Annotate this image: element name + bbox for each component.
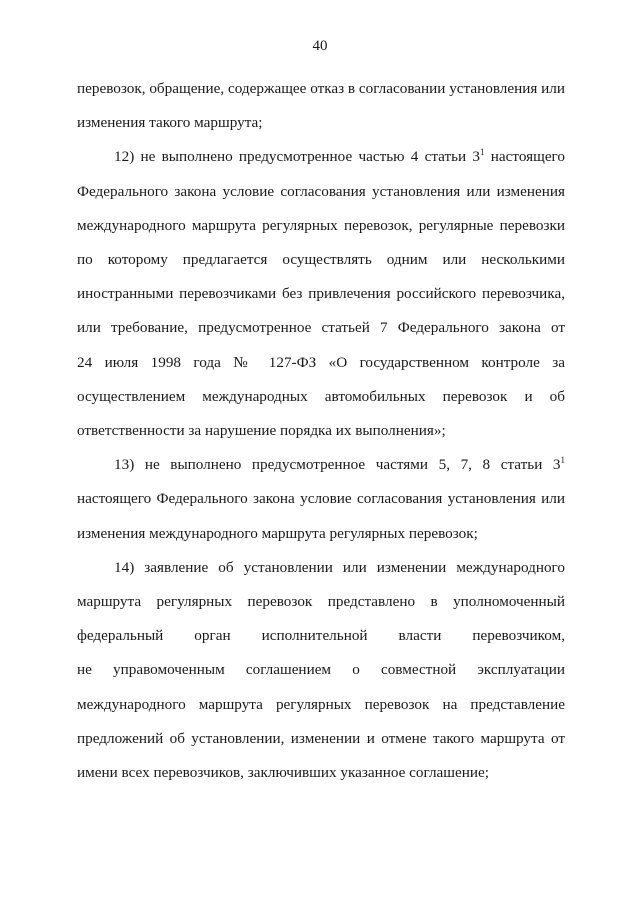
paragraph-item-14 — [77, 551, 565, 790]
text-line: иностранными перевозчиками без привлечения российского перевозчика, — [77, 285, 565, 303]
text-line: изменения такого маршрута; — [77, 114, 263, 132]
text-line: или требование, предусмотренное статьей 7 Федерального закона от — [77, 319, 565, 337]
text-line: международного маршрута регулярных перевозок, регулярные перевозки — [77, 216, 565, 234]
text-line — [77, 448, 565, 482]
document-body — [77, 72, 565, 790]
paragraph-item-12 — [77, 140, 565, 448]
text-line: 14) заявление об установлении или изменении международного — [114, 558, 565, 576]
text-line: по которому предлагается осуществлять одним или несколькими — [77, 251, 565, 269]
text-fragment: 13) не выполнено предусмотренное частями 5, 7, 8 статьи 3 — [114, 456, 561, 474]
text-line: Федерального закона условие согласования установления или изменения — [77, 182, 565, 200]
paragraph-item-13 — [77, 448, 565, 551]
text-line: федеральный орган исполнительной власти перевозчиком, — [77, 627, 565, 645]
text-line: предложений об установлении, изменении и отмене такого маршрута от — [77, 729, 565, 747]
text-line: изменения международного маршрута регулярных перевозок; — [77, 524, 478, 542]
text-line: имени всех перевозчиков, заключивших указанное соглашение; — [77, 764, 489, 782]
text-line: международного маршрута регулярных перевозок на представление — [77, 695, 565, 713]
text-line: не управомоченным соглашением о совместной эксплуатации — [77, 661, 565, 679]
superscript: 1 — [560, 455, 565, 466]
text-fragment: 12) не выполнено предусмотренное частью 4 статьи 3 — [114, 148, 481, 166]
text-line — [77, 140, 565, 174]
paragraph-continuation — [77, 72, 565, 140]
text-line: маршрута регулярных перевозок представлено в уполномоченный — [77, 593, 565, 611]
text-fragment: настоящего — [484, 148, 565, 166]
page-number: 40 — [312, 38, 328, 54]
text-line: 24 июля 1998 года № 127-ФЗ «О государственном контроле за — [77, 353, 565, 371]
text-line: осуществлением международных автомобильных перевозок и об — [77, 387, 565, 405]
text-line: ответственности за нарушение порядка их выполнения»; — [77, 422, 446, 440]
text-line: перевозок, обращение, содержащее отказ в согласовании установления или — [77, 80, 565, 97]
superscript: 1 — [480, 147, 485, 158]
text-line: настоящего Федерального закона условие согласования установления или — [77, 490, 565, 508]
